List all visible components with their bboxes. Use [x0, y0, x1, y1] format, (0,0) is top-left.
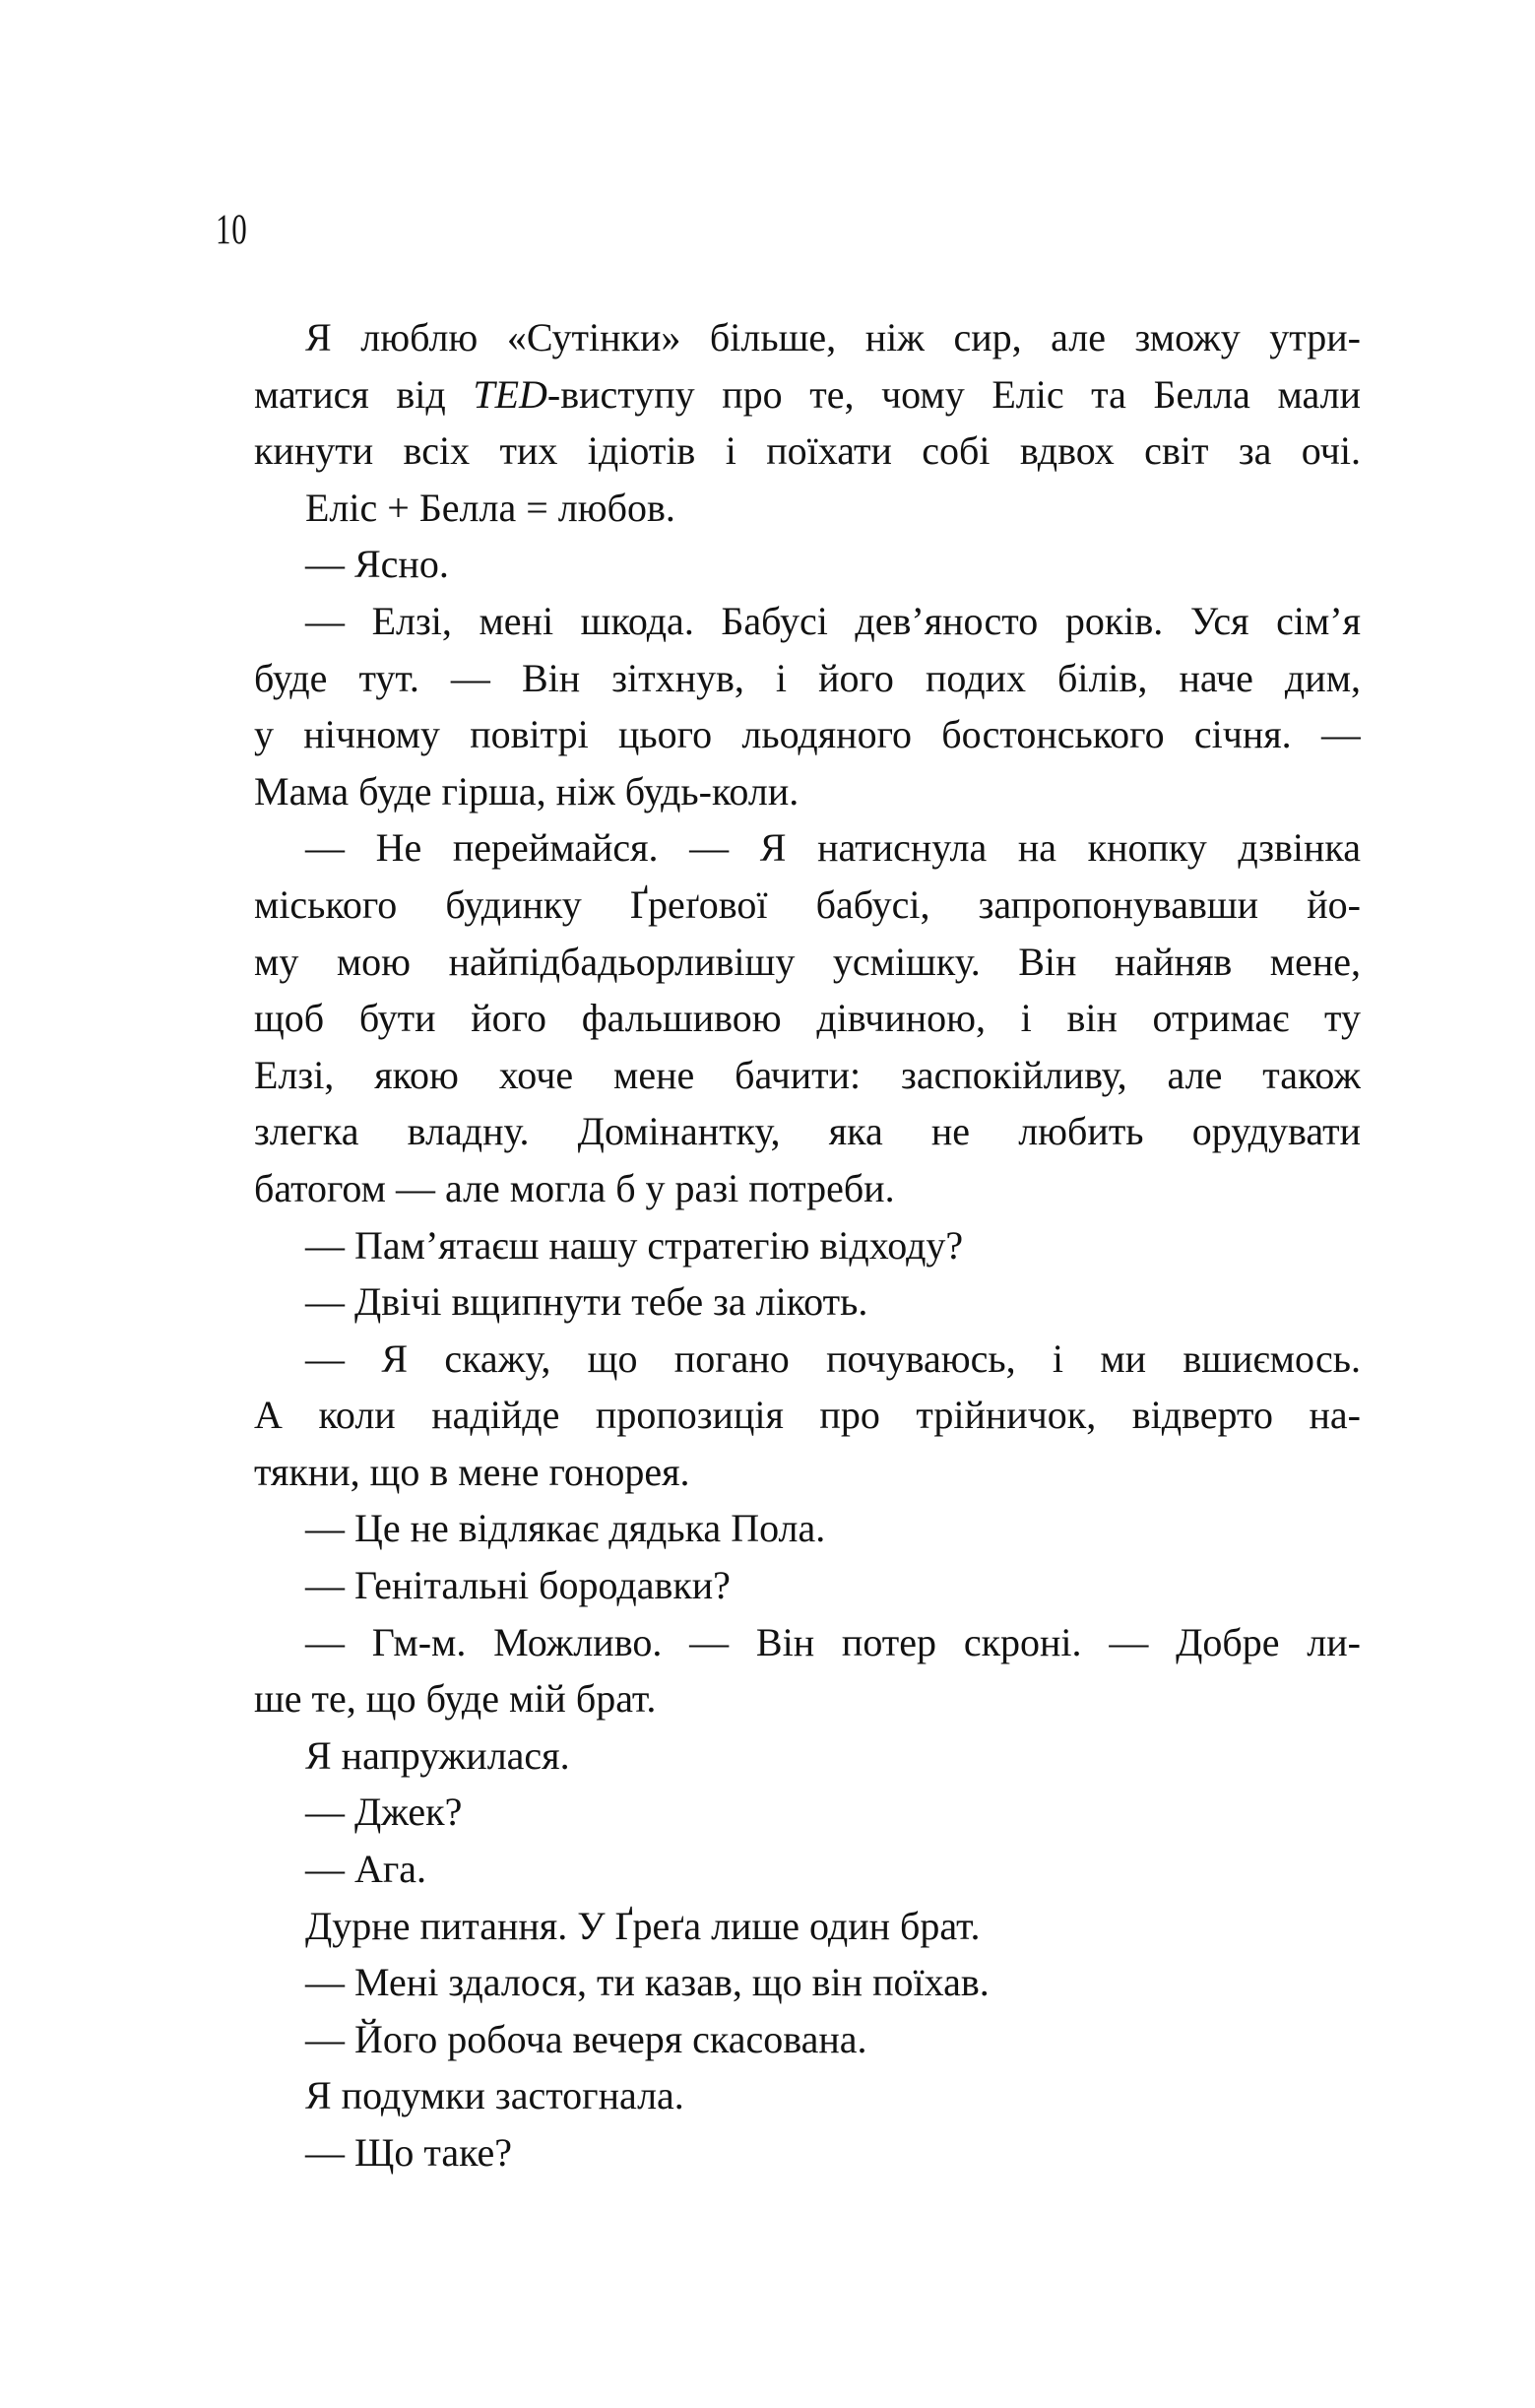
text-line: кинути всіх тих ідіотів і поїхати собі вдвох світ за очі.: [254, 428, 1361, 474]
text-line: — Я скажу, що погано почуваюсь, і ми вшиємось.: [305, 1335, 1361, 1381]
line-part: матися від: [254, 371, 474, 417]
text-line: батогом — але могла б у разі потреби.: [254, 1165, 895, 1210]
text-line: — Ясно.: [305, 542, 449, 587]
page-number: 10: [216, 207, 248, 253]
italic-ted-label: TED: [473, 371, 547, 417]
text-line: — Пам’ятаєш нашу стратегію відходу?: [305, 1222, 964, 1268]
text-line: Я люблю «Сутінки» більше, ніж сир, але зможу утри-: [305, 315, 1361, 359]
text-line: — Ага.: [305, 1847, 427, 1892]
text-line: Мама буде гірша, ніж будь-коли.: [254, 768, 799, 814]
text-line: Дурне питання. У Ґреґа лише один брат.: [305, 1903, 981, 1948]
text-line: — Не переймайся. — Я натиснула на кнопку дзвінка: [305, 825, 1361, 871]
text-line: Я напружилася.: [305, 1732, 570, 1778]
text-line: А коли надійде пропозиція про трійничок, відверто на-: [254, 1393, 1361, 1438]
text-line: буде тут. — Він зітхнув, і його подих білів, наче дим,: [254, 655, 1361, 700]
text-line: — Це не відлякає дядька Пола.: [305, 1506, 826, 1551]
text-line: щоб бути його фальшивою дівчиною, і він отримає ту: [254, 996, 1361, 1041]
text-line: му мою найпідбадьорливішу усмішку. Він найняв мене,: [254, 939, 1361, 984]
text-line: у нічному повітрі цього льодяного бостонського січня. —: [254, 712, 1361, 757]
text-line: — Двічі вщипнути тебе за лікоть.: [305, 1279, 868, 1325]
text-line: Елзі, якою хоче мене бачити: заспокійливу, але також: [254, 1052, 1361, 1097]
text-line: — Його робоча вечеря скасована.: [305, 2016, 867, 2061]
text-line: тякни, що в мене гонорея.: [254, 1449, 690, 1494]
text-line: — Джек?: [305, 1790, 463, 1835]
text-line: — Гм-м. Можливо. — Він потер скроні. — Добре ли-: [305, 1619, 1361, 1664]
text-line: злегка владну. Домінантку, яка не любить орудувати: [254, 1109, 1361, 1154]
text-line: міського будинку Ґреґової бабусі, запропонувавши йо-: [254, 881, 1361, 927]
text-line: — Мені здалося, ти казав, що він поїхав.: [305, 1960, 990, 2005]
text-line: — Елзі, мені шкода. Бабусі дев’яносто років. Уся сім’я: [305, 598, 1361, 643]
body-text: [254, 309, 1361, 2181]
text-line: [254, 366, 1361, 423]
text-line: ше те, що буде мій брат.: [254, 1676, 657, 1722]
text-line: Я подумки застогнала.: [305, 2073, 684, 2118]
text-line: — Генітальні бородавки?: [305, 1563, 731, 1608]
line-part: -виступу про те, чому Еліс та Белла мали: [546, 371, 1361, 417]
text-line: Еліс + Белла = любов.: [305, 485, 675, 530]
text-line: — Що таке?: [305, 2130, 513, 2175]
